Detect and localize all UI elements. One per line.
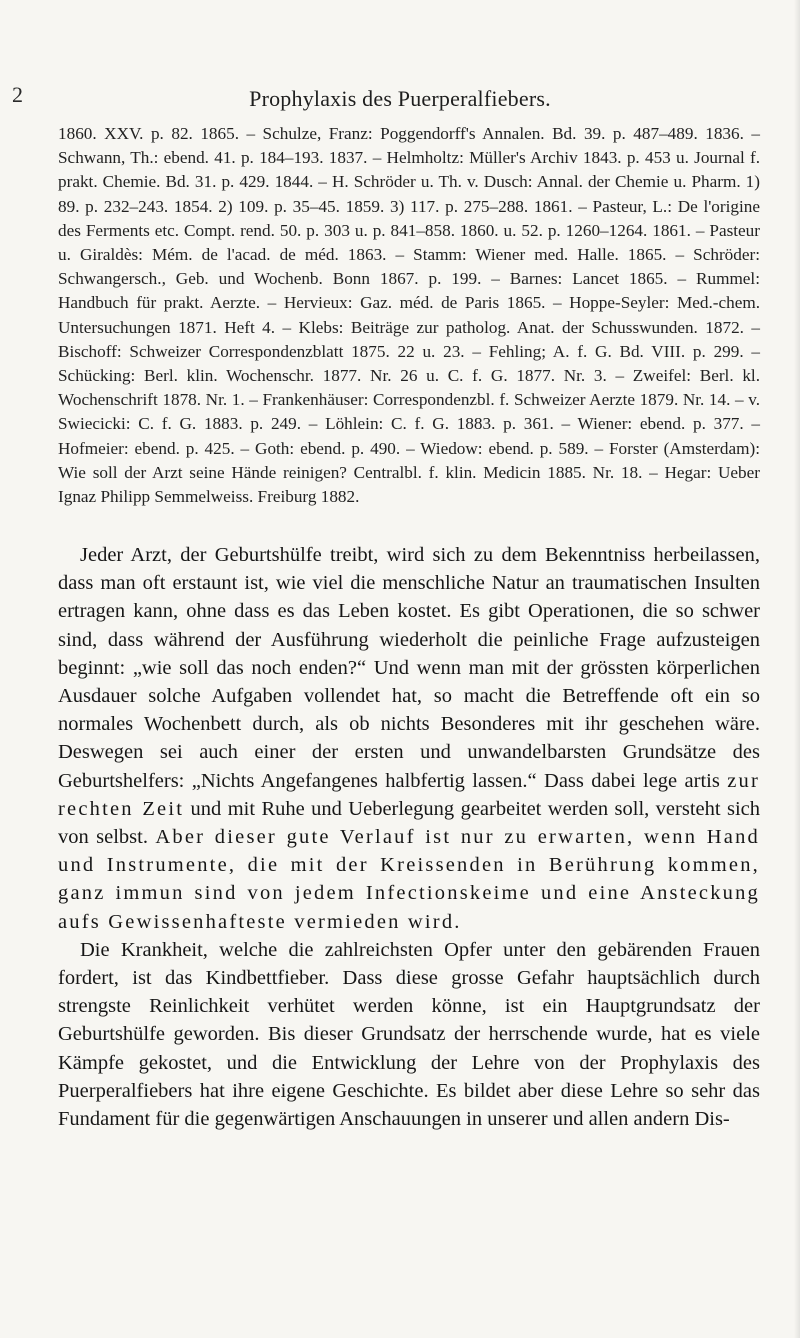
reference-list: 1860. XXV. p. 82. 1865. – Schulze, Franz: Poggendorff's Annalen. Bd. 39. p. 487–489. 1836. – Schwann, Th.: ebend. 41. p. 184–193. 1837. – Helmholtz: Müller's Archiv 1843. p. 453 u. Journal f. prakt. Chemie. Bd. 31. p. 429. 1844. – H. Schröder u. Th. v. Dusch: Annal. der Chemie u. Pharm. 1) 89. p. 232–243. 1854. 2) 109. p. 35–45. 1859. 3) 117. p. 275–288. 1861. – Pasteur, L.: De l'origine des Ferments etc. Compt. rend. 50. p. 303 u. p. 841–858. 1860. u. 52. p. 1260–1264. 1861. – Pasteur u. Giraldès: Mém. de l'acad. de méd. 1863. – Stamm: Wiener med. Halle. 1865. – Schröder: Schwangersch., Geb. und Wochenb. Bonn 1867. p. 199. – Barnes: Lancet 1865. – Rummel: Handbuch für prakt. Aerzte. – Hervieux: Gaz. méd. de Paris 1865. – Hoppe-Seyler: Med.-chem. Untersuchungen 1871. Heft 4. – Klebs: Beiträge zur patholog. Anat. der Schusswunden. 1872. – Bischoff: Schweizer Correspondenzblatt 1875. 22 u. 23. – Fehling; A. f. G. Bd. VIII. p. 299. – Schücking: Berl. klin. Wochenschr. 1877. Nr. 26 u. C. f. G. 1877. Nr. 3. – Zweifel: Berl. kl. Wochenschrift 1878. Nr. 1. – Frankenhäuser: Correspondenzbl. f. Schweizer Aerzte 1879. Nr. 14. – v. Swiecicki: C. f. G. 1883. p. 249. – Löhlein: C. f. G. 1883. p. 361. – Wiener: ebend. p. 377. – Hofmeier: ebend. p. 425. – Goth: ebend. p. 490. – Wiedow: ebend. p. 589. – Forster (Amsterdam): Wie soll der Arzt seine Hände reinigen? Centralbl. f. klin. Medicin 1885. Nr. 18. – Hegar: Ueber Ignaz Philipp Semmelweiss. Freiburg 1882. [58, 124, 760, 507]
page-edge-shadow [794, 0, 800, 1338]
main-text [58, 541, 760, 1133]
emphasis-verlauf-sentence: Aber dieser gute Verlauf ist nur zu erwarten, wenn Hand und Instrumente, die mit der Kreissenden in Berührung kommen, ganz immun sind von jedem Infectionskeime und eine Ansteckung aufs Gewissenhafteste vermieden wird. [58, 826, 760, 933]
paragraph-1-text-b: und mit Ruhe und Ueberlegung gearbeitet werden soll, versteht sich von selbst. [58, 797, 760, 849]
running-title: Prophylaxis des Puerperalfiebers. [249, 86, 551, 111]
paragraph-2: Die Krankheit, welche die zahlreichsten Opfer unter den gebärenden Frauen fordert, ist das Kindbettfieber. Dass diese grosse Gefahr hauptsächlich durch strengste Reinlichkeit verhütet werden könne, ist ein Hauptgrundsatz der Geburtshülfe geworden. Bis dieser Grundsatz der herrschende wurde, hat es viele Kämpfe gekostet, und die Entwicklung der Lehre von der Prophylaxis des Puerperalfiebers hat ihre eigene Geschichte. Es bildet aber diese Lehre so sehr das Fundament für die gegenwärtigen Anschauungen in unserer und allen andern Dis- [58, 938, 760, 1131]
paragraph-1-text-a: Jeder Arzt, der Geburtshülfe treibt, wird sich zu dem Bekenntniss herbeilassen, dass man oft erstaunt ist, wie viel die menschliche Natur an traumatischen Insulten ertragen kann, ohne dass es das Leben kostet. Es gibt Operationen, die so schwer sind, dass während der Ausführung wiederholt die peinliche Frage aufzusteigen beginnt: „wie soll das noch enden?“ Und wenn man mit der grössten körperlichen Ausdauer solche Aufgaben vollendet hat, so macht die Betreffende oft ein so normales Wochenbett durch, als ob nichts Besonderes mit ihr geschehen wäre. Deswegen sei auch einer der ersten und unwandelbarsten Grundsätze des Geburtshelfers: „Nichts Angefangenes halbfertig lassen.“ Dass dabei lege artis [58, 544, 760, 792]
paragraph-1 [58, 541, 760, 936]
emphasis-zur-rechten-zeit: zur rechten Zeit [58, 769, 760, 820]
page-number: 2 [12, 82, 23, 107]
